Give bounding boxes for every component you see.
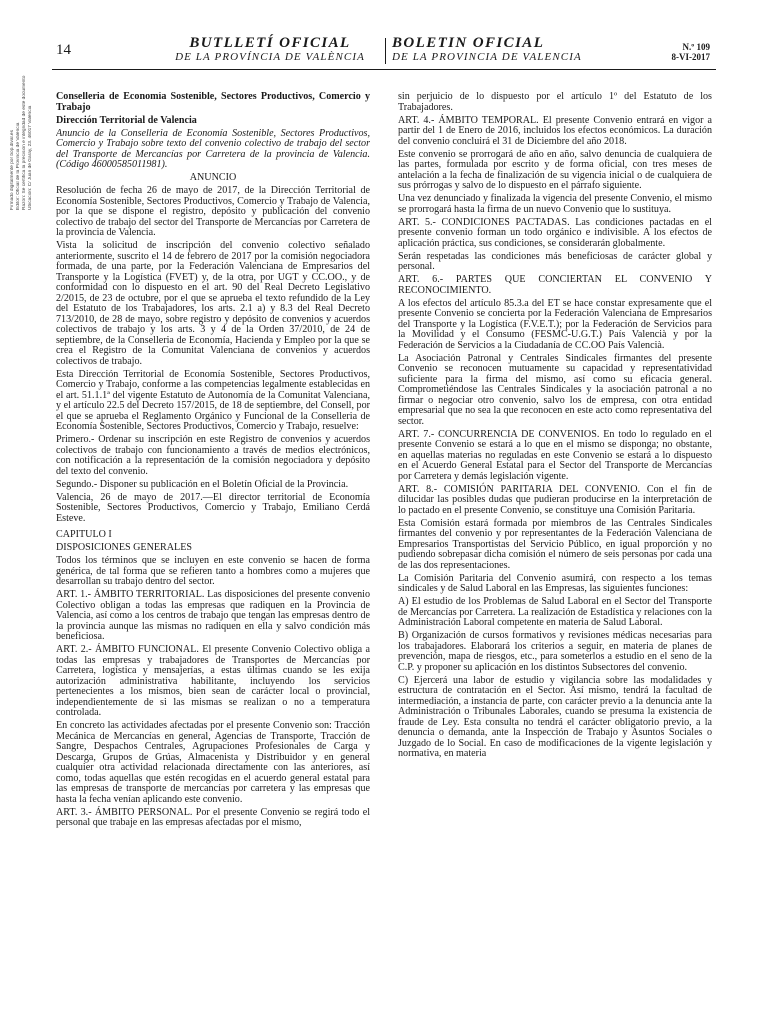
right-column: [398, 92, 712, 1022]
left-column: [56, 92, 370, 1022]
article-3: ART. 3.- ÁMBITO PERSONAL. Por el presente Convenio se regirá todo el personal que trabaje en las empresas afectadas por el mismo,: [56, 806, 370, 828]
article-1: ART. 1.- ÁMBITO TERRITORIAL. Las disposiciones del presente convenio Colectivo obligan a todas las empresas que radiquen en la Provincia de Valencia, así como a los centros de trabajo que tengan las empresas dentro de la provincia aunque las mismas no radiquen en ella y salvo condición más beneficiosa.: [56, 589, 370, 642]
chapter-heading: CAPITULO I: [56, 529, 112, 540]
paragraph: Primero.- Ordenar su inscripción en este Registro de convenios y acuerdos colectivos de trabajo con funcionamiento a través de medios electrónicos, con notificación a la representación de la comisión negociadora y depósito del texto del convenio.: [56, 434, 370, 477]
issue-info: [666, 42, 710, 62]
anuncio-heading: ANUNCIO: [189, 172, 237, 183]
signature-line: Razón: Se certifica la precisión e integridad de este documento: [22, 75, 27, 210]
masthead-divider: [385, 38, 386, 64]
signature-line: Firmado digitalmente por bop.dival.es: [10, 130, 15, 210]
paragraph: sin perjuicio de lo dispuesto por el artículo 1º del Estatuto de los Trabajadores.: [398, 92, 712, 113]
article-2: ART. 2.- ÁMBITO FUNCIONAL. El presente Convenio Colectivo obliga a todas las empresas y trabajadores de Transportes de Mercancías por Carretera, logística y mensajerías, a estas últimas cuando se les exija autorización administrativa habilitante, incluyendo los servicios pertenecientes a los mismos, bien sean de carácter local o provincial, independientemente de si las mismas se realizan o no a temperatura controlada.: [56, 644, 370, 718]
masthead-valencian: [160, 36, 380, 64]
page-number: 14: [56, 42, 71, 58]
paragraph: Serán respetadas las condiciones más beneficiosas de carácter global y personal.: [398, 250, 712, 272]
paragraph: La Asociación Patronal y Centrales Sindicales firmantes del presente Convenio se reconocen mutuamente su capacidad y representatividad suficiente para la firma del mismo, así como su eficacia general. Comprometiéndose las Centrales Sindicales y la asociación patronal a no firmar o negociar otro convenio, salvo los de empresa, con otra entidad empresarial que no sea la que reconocen en este acto como representativa del sector.: [398, 352, 712, 427]
article-7: ART. 7.- CONCURRENCIA DE CONVENIOS. En todo lo regulado en el presente Convenio se estará a lo que en el mismo se disponga; no obstante, en aquellas materias no reguladas en este Convenio se estará a lo dispuesto en el Acuerdo General Estatal para el Sector del Transporte de Mercancías por Carretera y demás legislación vigente.: [398, 428, 712, 482]
paragraph: En concreto las actividades afectadas por el presente Convenio son: Tracción Mecánica de Mercancías en general, Agencias de Transporte, Tracción de Sangre, Despachos Centrales, Agrupaciones Profesionales de Carga y Descarga, Grupos de Grúas, Almacenista y Distribuidor y en general cualquier otra actividad relacionada directamente con las anteriores, así como, todas aquellas que estén recogidas en el acuerdo general estatal para las empresas de transporte de mercancías por carretera y las empresas que hasta la fecha venían aplicando este convenio.: [56, 720, 370, 805]
signature-paragraph: Valencia, 26 de mayo de 2017.—El director territorial de Economía Sostenible, Sectores Productivos, Comercio y Trabajo, Emiliano Cerdá Esteve.: [56, 491, 370, 524]
article-4: ART. 4.- ÁMBITO TEMPORAL. El presente Convenio entrará en vigor a partir del 1 de Enero de 2016, incluidos los efectos económicos. La duración del convenio concluirá el 31 de Diciembre del año 2018.: [398, 114, 712, 147]
function-a: A) El estudio de los Problemas de Salud Laboral en el Sector del Transporte de Mercancías por Carretera. La realización de Estadística y relaciones con la Administración Laboral competente en materia de Salud Laboral.: [398, 596, 712, 628]
paragraph: Este convenio se prorrogará de año en año, salvo denuncia de cualquiera de las partes, formulada por escrito y de forma oficial, con tres meses de antelación a la fecha de finalización de su vigencia inicial o de cualquiera de sus prórrogas y salvo de lo dispuesto en el párrafo siguiente.: [398, 148, 712, 191]
function-c: C) Ejercerá una labor de estudio y vigilancia sobre las modalidades y estructura de contratación en el Sector. Así mismo, tendrá la facultad de intermediación, a instancia de parte, con carácter previo a la denuncia ante la Administración o Tribunales Laborales, cuando se presuma la existencia de fraude de Ley. Esta consulta no tendrá el carácter obligatorio previo, a la denuncia o demanda, ante la Inspección de Trabajo y Asuntos Sociales o Juzgado de lo Social. En caso de modificaciones de la vigente legislación y normativa, en materia: [398, 674, 712, 759]
paragraph: La Comisión Paritaria del Convenio asumirá, con respecto a los temas sindicales y de Salud Laboral en las Empresas, las siguientes funciones:: [398, 572, 712, 594]
article-6: ART. 6.- PARTES QUE CONCIERTAN EL CONVENIO Y RECONOCIMIENTO.: [398, 274, 712, 296]
function-b: B) Organización de cursos formativos y revisiones médicas necesarias para los trabajadores. Elaborará los criterios a seguir, en materia de planes de prevención, mapa de riesgos, etc., para someterlos a estudio en el seno de la C.P. y proponer su aplicación en los distintos Subsectores del convenio.: [398, 630, 712, 673]
sub-heading: Dirección Territorial de Valencia: [56, 114, 197, 126]
signature-line: Editor: Oficial de la Provincia de Valencia: [16, 122, 21, 210]
masthead-subtitle-spanish: DE LA PROVINCIA DE VALENCIA: [392, 51, 582, 63]
issue-date: 8-VI-2017: [671, 52, 710, 62]
header-rule: [52, 69, 716, 70]
paragraph: Todos los términos que se incluyen en este convenio se hacen de forma genérica, de tal forma que se refieren tanto a hombres como a mujeres que desarrollan su trabajo dentro del sector.: [56, 555, 370, 587]
masthead-title-spanish: BOLETIN OFICIAL: [392, 35, 545, 51]
masthead-spanish: [392, 36, 632, 64]
masthead-subtitle-valencian: DE LA PROVÍNCIA DE VALÈNCIA: [175, 51, 365, 63]
paragraph: Resolución de fecha 26 de mayo de 2017, de la Dirección Territorial de Economía Sostenible, Sectores Productivos, Comercio y Trabajo de Valencia, por la que se dispone el registro, depósito y publicación del convenio colectivo de trabajo del sector del Transporte de Mercancías por Carretera de la provincia de Valencia.: [56, 185, 370, 238]
signature-line: Ubicación: C/ Juan de Garay, 23. 46017 Valencia: [28, 105, 33, 210]
paragraph: Esta Dirección Territorial de Economía Sostenible, Sectores Productivos, Comercio y Trabajo, conforme a las competencias legalmente establecidas en el art. 51.1.1ª del vigente Estatuto de Autonomía de la Comunitat Valenciana, y el artículo 22.5 del Decreto 157/2015, de 18 de septiembre, del Consell, por el que se aprueba el Reglamento Orgánico y Funcional de la Conselleria de Economía Sostenible, Sectores Productivos, Comercio y Trabajo, resuelve:: [56, 368, 370, 432]
digital-signature-note: [10, 70, 40, 210]
masthead-title-valencian: BUTLLETÍ OFICIAL: [189, 35, 351, 51]
article-5: ART. 5.- CONDICIONES PACTADAS. Las condiciones pactadas en el presente convenio forman un todo orgánico e indivisible. A los efectos de aplicación práctica, sus condiciones, se considerarán globalmente.: [398, 216, 712, 249]
org-heading: Conselleria de Economía Sostenible, Sectores Productivos, Comercio y Trabajo: [56, 92, 370, 113]
paragraph: Vista la solicitud de inscripción del convenio colectivo señalado anteriormente, suscrito el 14 de febrero de 2017 por la comisión negociadora formada, de una parte, por la Federación Valenciana de Empresarios del Transporte y la Logística (FVET) y, de la otra, por UGT y CC.OO., y de conformidad con lo dispuesto en el art. 90 del Real Decreto Legislativo 2/2015, de 23 de octubre, por el que se aprueba el texto refundido de la Ley del Estatuto de los Trabajadores, los arts. 2.1 a) y 8.3 del Real Decreto 713/2010, de 28 de mayo, sobre registro y depósito de convenios y acuerdos colectivos de trabajo y los arts. 3 y 4 de la Orden 37/2010, de 24 de septiembre, de la Conselleria de Economía, Hacienda y Empleo por la que se crea el Registro de la Comunitat Valenciana de convenios y acuerdos colectivos de trabajo.: [56, 240, 370, 367]
announcement-summary: Anuncio de la Conselleria de Economía Sostenible, Sectores Productivos, Comercio y Trabajo sobre texto del convenio colectivo de trabajo del sector del Transporte de Mercancías por Carretera de la provincia de Valencia. (Código 46000585011981).: [56, 127, 370, 170]
issue-number: N.º 109: [682, 42, 710, 52]
paragraph: A los efectos del artículo 85.3.a del ET se hace constar expresamente que el presente Convenio se concierta por la Federación Valenciana de Empresarios del Transporte y la Logística (F.V.E.T.); por la Federación de Servicios para la Movilidad y el Consumo (FESMC-U.G.T.) País Valencià y por la Federación de Servicios a la Ciudadanía de CC.OO País Valencià.: [398, 297, 712, 351]
paragraph: Una vez denunciado y finalizada la vigencia del presente Convenio, el mismo se prorrogará hasta la firma de un nuevo Convenio que lo sustituya.: [398, 193, 712, 215]
paragraph: Esta Comisión estará formada por miembros de las Centrales Sindicales firmantes del convenio y por representantes de la Federación Valenciana de Empresarios Transportistas del Servicio Público, en igual proporción y no pudiendo sobrepasar dicha comisión el número de seis personas por cada una de las dos representaciones.: [398, 517, 712, 571]
article-8: ART. 8.- COMISIÓN PARITARIA DEL CONVENIO. Con el fin de dilucidar las posibles dudas que pudieran producirse en la interpretación de lo pactado en el presente Convenio, se constituye una Comisión Paritaria.: [398, 483, 712, 516]
section-heading: DISPOSICIONES GENERALES: [56, 542, 192, 553]
paragraph: Segundo.- Disponer su publicación en el Boletín Oficial de la Provincia.: [56, 478, 349, 490]
